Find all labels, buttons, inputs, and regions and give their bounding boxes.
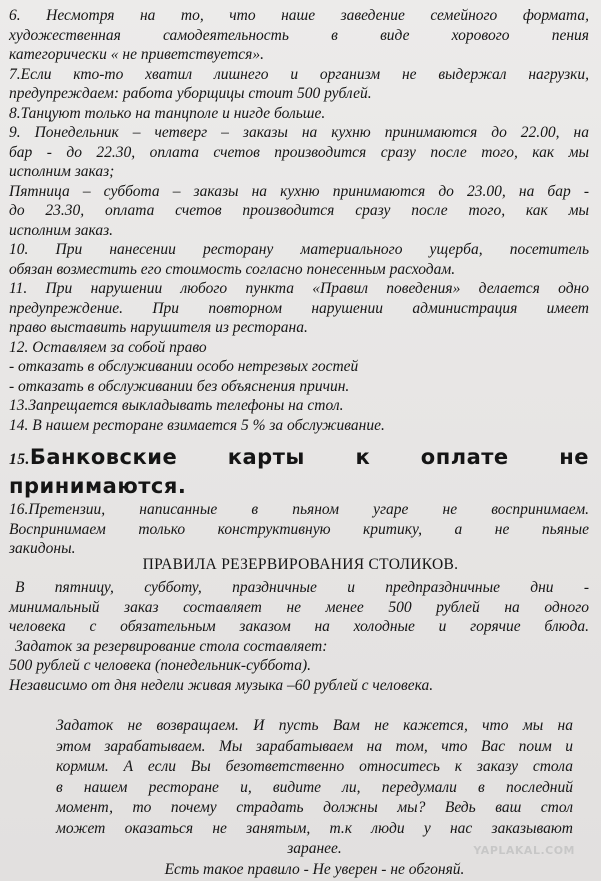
rule-9-line-1: 9. Понедельник – четверг – заказы на кухню принимаются до 22.00, на (9, 124, 589, 141)
site-watermark: YAPLAKAL.COM (473, 844, 575, 857)
rule-16-line-2: Воспринимаем только конструктивную критику, а не пьяные (9, 520, 589, 538)
reservation-line-1: В пятницу, субботу, праздничные и предпраздничные дни - (15, 579, 589, 596)
rule-14: 14. В нашем ресторане взимается 5 % за обслуживание. (9, 416, 385, 434)
rule-11-line-1: 11. При нарушении любого пункта «Правил поведения» делается одно (9, 280, 589, 297)
reservation-line-4: Задаток за резервирование стола составляет: (15, 637, 328, 655)
rule-16-line-3: закидоны. (9, 540, 76, 557)
reservation-rules (9, 578, 589, 695)
rule-8: 8.Танцуют только на танцполе и нигде больше. (9, 104, 326, 122)
closing-line-8: Есть такое правило - Не уверен - не обгоняй. (164, 860, 465, 878)
closing-line-5: момент, то почему страдать должны мы? Ведь ваш стол (56, 799, 573, 816)
rule-12-line-1: 12. Оставляем за собой право (9, 338, 207, 356)
rule-7-line-1: 7.Если кто-то хватил лишнего и организм не выдержал нагрузки, (9, 65, 589, 83)
rule-9-line-5: до 23.30, оплата счетов производится сразу после того, как мы (9, 202, 589, 219)
rule-7-line-2: предупреждаем: работа уборщицы стоит 500 рублей. (9, 85, 372, 102)
closing-line-6: может оказаться не занятым, т.к люди у нас заказывают (56, 819, 573, 837)
reservation-line-2: минимальный заказ составляет не менее 500 рублей на одного (9, 598, 589, 616)
closing-line-7: заранее. (287, 840, 342, 857)
rule-11-line-3: право выставить нарушителя из ресторана. (9, 319, 308, 336)
rule-16 (9, 500, 589, 559)
rule-11-line-2: предупреждение. При повторном нарушении администрация имеет (9, 299, 589, 317)
reservation-line-5: 500 рублей с человека (понедельник-суббота). (9, 657, 312, 674)
rule-9-line-6: исполним заказ. (9, 221, 114, 239)
rules-list (9, 6, 589, 435)
rule-13: 13.Запрещается выкладывать телефоны на стол. (9, 397, 344, 414)
rule-16-line-1: 16.Претензии, написанные в пьяном угаре не воспринимаем. (9, 501, 589, 518)
reservation-line-6: Независимо от дня недели живая музыка –60 рублей с человека. (9, 676, 434, 694)
reservation-line-3: человека с обязательным заказом на холодные и горячие блюда. (9, 618, 589, 635)
closing-line-1: Задаток не возвращаем. И пусть Вам не кажется, что мы на (56, 717, 573, 734)
rule-9-line-2: бар - до 22.30, оплата счетов производится сразу после того, как мы (9, 143, 589, 161)
rule-15-line-1 (9, 444, 589, 473)
rule-6-line-2: художественная самодеятельность в виде хорового пения (9, 26, 589, 44)
closing-line-3: кормим. А если Вы безответственно относитесь к заказу стола (56, 758, 573, 775)
rule-12-line-3: - отказать в обслуживании без объяснения причин. (9, 377, 350, 395)
rule-15-number: 15. (9, 451, 30, 468)
reservation-title: ПРАВИЛА РЕЗЕРВИРОВАНИЯ СТОЛИКОВ. (142, 556, 459, 573)
rule-15-text-1: Банковские карты к оплате не (29, 445, 589, 469)
rule-6-line-3: категорически « не приветствуется». (9, 46, 264, 63)
rule-15-line-2: принимаются. (9, 474, 187, 498)
rule-6-line-1: 6. Несмотря на то, что наше заведение семейного формата, (9, 7, 589, 24)
rule-15 (9, 444, 589, 499)
rule-9-line-3: исполним заказ; (9, 163, 115, 180)
closing-line-4: в нашем ресторане и, видите ли, передумали в последний (56, 778, 573, 796)
rule-12-line-2: - отказать в обслуживании особо нетрезвых гостей (9, 358, 359, 375)
closing-line-2: этом зарабатываем. Мы зарабатываем на том, что Вас поим и (56, 737, 573, 755)
rule-10-line-1: 10. При нанесении ресторану материального ущерба, посетитель (9, 241, 589, 258)
rule-10-line-2: обязан возместить его стоимость согласно понесенным расходам. (9, 260, 456, 278)
rule-9-line-4: Пятница – суббота – заказы на кухню принимаются до 23.00, на бар - (9, 182, 589, 200)
